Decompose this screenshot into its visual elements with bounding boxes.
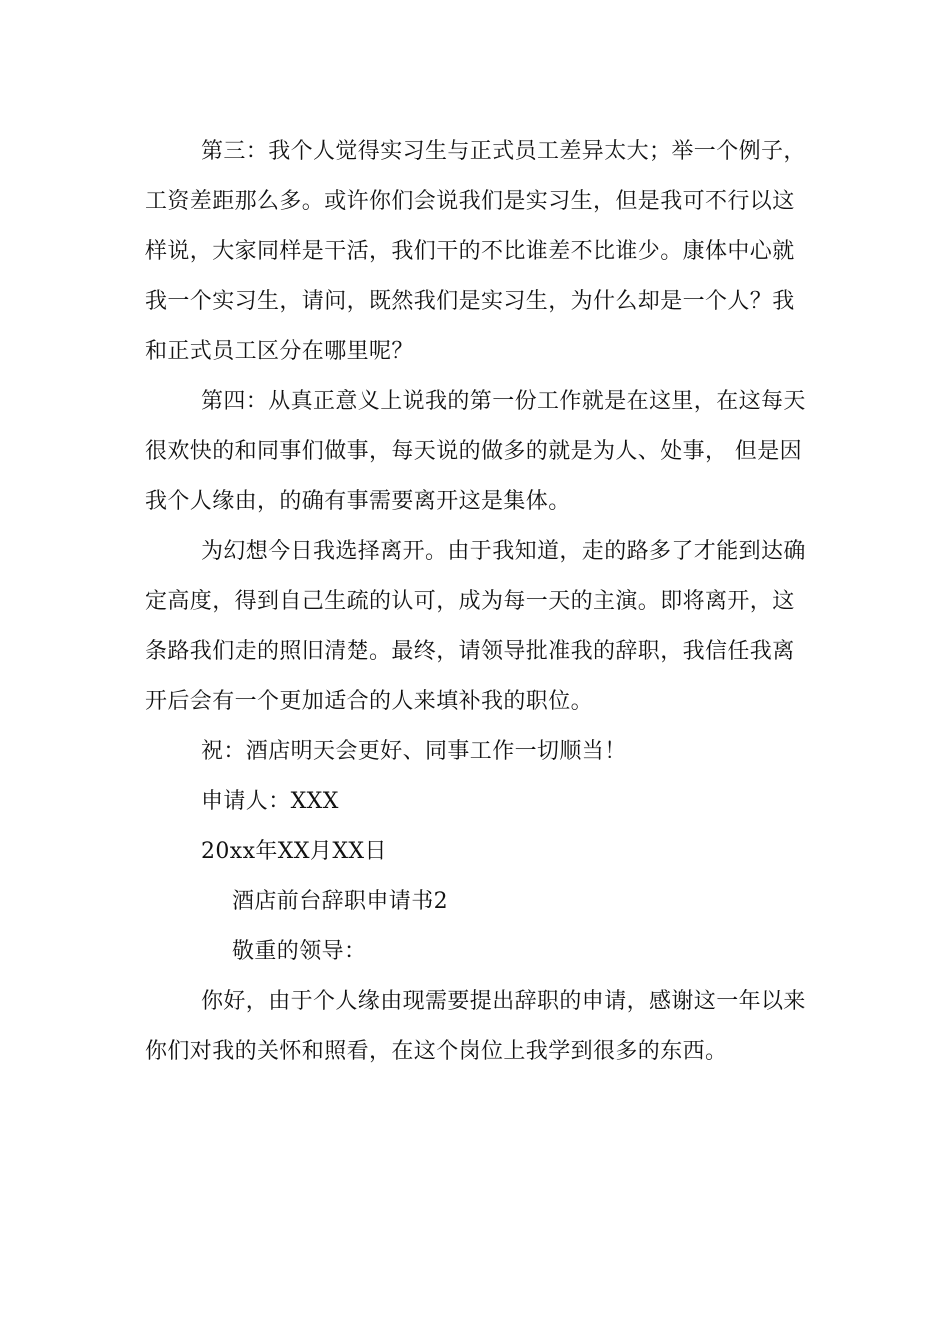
paragraph-5-line-3: 条路我们走的照旧清楚。最终，请领导批准我的辞职，我信任我离 — [145, 639, 795, 664]
paragraph-6-line-1: 你好，由于个人缘由现需要提出辞职的申请，感谢这一年以来 — [201, 989, 806, 1014]
paragraph-4-line-2: 很欢快的和同事们做事，每天说的做多的就是为人、处事， 但是因 — [145, 439, 802, 464]
paragraph-3-line-2: 工资差距那么多。或许你们会说我们是实习生，但是我可不行以这 — [145, 189, 795, 214]
section-title: 酒店前台辞职申请书2 — [232, 889, 448, 914]
closing-wish: 祝：酒店明天会更好、同事工作一切顺当！ — [201, 739, 627, 764]
paragraph-3-line-3: 样说，大家同样是干活，我们干的不比谁差不比谁少。康体中心就 — [145, 239, 795, 264]
paragraph-5-line-2: 定高度，得到自己生疏的认可，成为每一天的主演。即将离开，这 — [145, 589, 795, 614]
paragraph-5-line-4: 开后会有一个更加适合的人来填补我的职位。 — [145, 689, 594, 714]
paragraph-3-line-1: 第三：我个人觉得实习生与正式员工差异太大；举一个例子， — [201, 139, 806, 164]
paragraph-4-line-3: 我个人缘由，的确有事需要离开这是集体。 — [145, 489, 571, 514]
applicant-line: 申请人：XXX — [201, 789, 339, 814]
date-line: 20xx年XX月XX日 — [201, 839, 387, 864]
paragraph-5-line-1: 为幻想今日我选择离开。由于我知道，走的路多了才能到达确 — [201, 539, 806, 564]
paragraph-6-line-2: 你们对我的关怀和照看，在这个岗位上我学到很多的东西。 — [145, 1039, 728, 1064]
paragraph-3-line-5: 和正式员工区分在哪里呢？ — [145, 339, 414, 364]
salutation: 敬重的领导： — [232, 939, 367, 964]
paragraph-3-line-4: 我一个实习生，请问，既然我们是实习生，为什么却是一个人？我 — [145, 289, 795, 314]
paragraph-4-line-1: 第四：从真正意义上说我的第一份工作就是在这里，在这每天 — [201, 389, 806, 414]
